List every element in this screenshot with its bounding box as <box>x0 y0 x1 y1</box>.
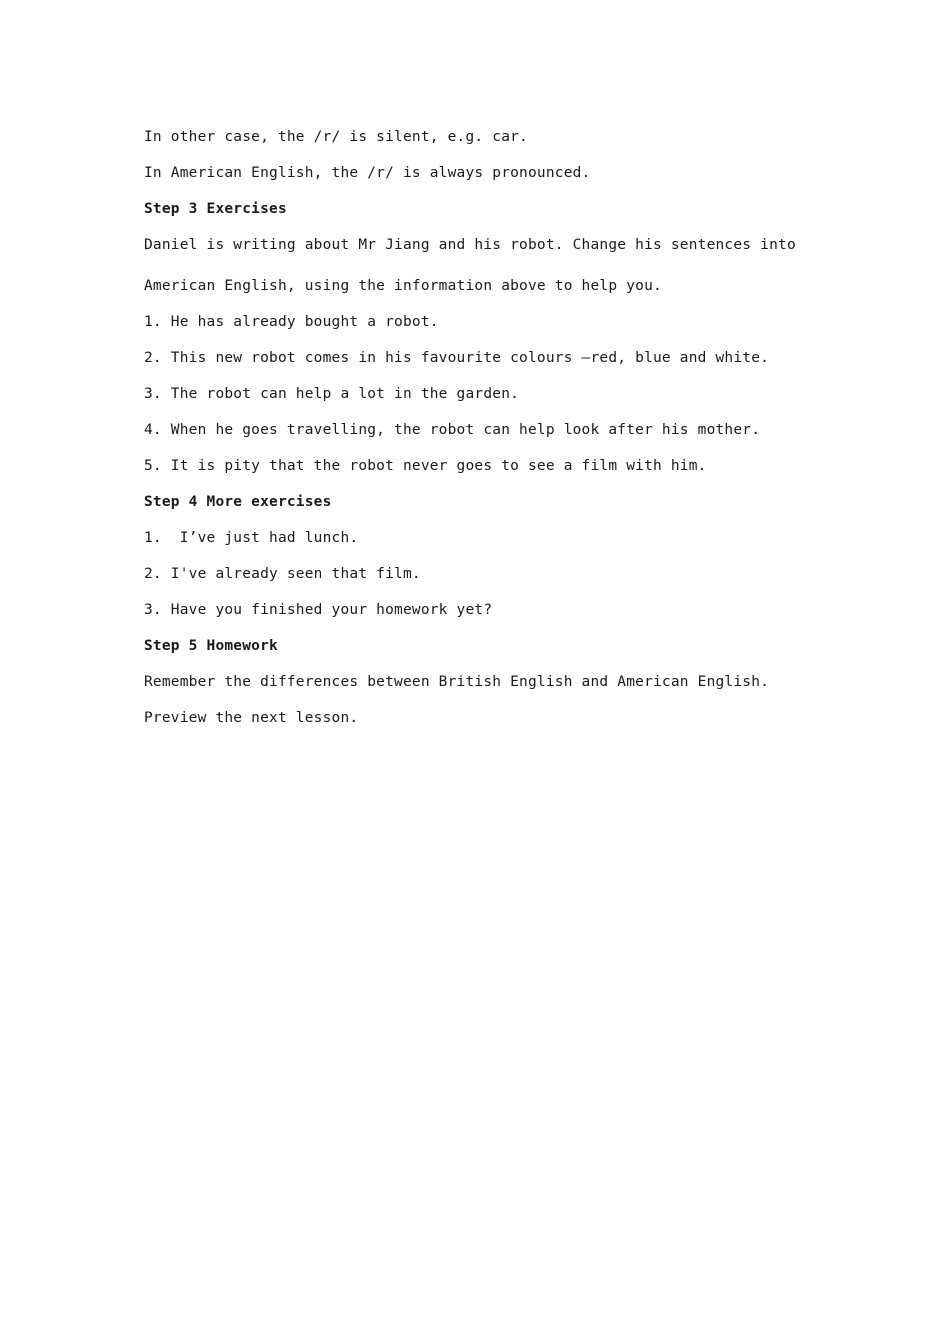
homework-item-1: Remember the differences between British English and American English. <box>144 674 770 690</box>
more-exercise-item-3: 3. Have you finished your homework yet? <box>144 602 493 618</box>
more-exercise-item-2: 2. I've already seen that film. <box>144 566 421 582</box>
paragraph-instructions-line-1: Daniel is writing about Mr Jiang and his robot. Change his sentences into <box>144 237 796 253</box>
heading-step-5: Step 5 Homework <box>144 638 278 654</box>
paragraph-r-pronounced: In American English, the /r/ is always pronounced. <box>144 165 591 181</box>
more-exercise-item-1: 1. I’ve just had lunch. <box>144 530 359 546</box>
exercise-item-1: 1. He has already bought a robot. <box>144 314 439 330</box>
exercise-item-4: 4. When he goes travelling, the robot can help look after his mother. <box>144 422 761 438</box>
exercise-item-2: 2. This new robot comes in his favourite colours –red, blue and white. <box>144 350 770 366</box>
paragraph-r-silent: In other case, the /r/ is silent, e.g. car. <box>144 129 528 145</box>
exercise-item-5: 5. It is pity that the robot never goes to see a film with him. <box>144 458 707 474</box>
exercise-item-3: 3. The robot can help a lot in the garden. <box>144 386 520 402</box>
heading-step-3: Step 3 Exercises <box>144 201 287 217</box>
paragraph-instructions-line-2: American English, using the information above to help you. <box>144 278 662 294</box>
homework-item-2: Preview the next lesson. <box>144 710 359 726</box>
heading-step-4: Step 4 More exercises <box>144 494 332 510</box>
